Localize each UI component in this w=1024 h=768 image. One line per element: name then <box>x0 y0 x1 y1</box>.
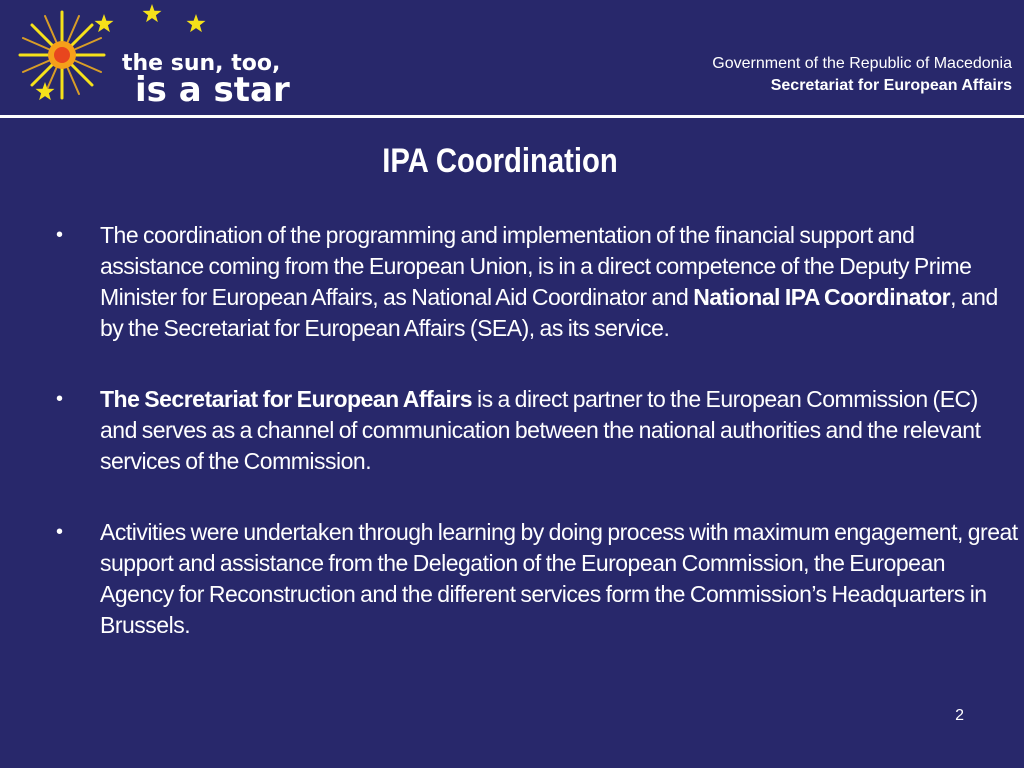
star-icon <box>143 4 162 22</box>
bullet-text-bold: National IPA Coordinator <box>693 284 951 310</box>
sun-star-logo <box>0 0 290 115</box>
sun-icon <box>20 12 104 98</box>
organization-block <box>712 53 1012 97</box>
bullet-marker: • <box>56 388 64 410</box>
page-number: 2 <box>955 707 964 724</box>
star-icon <box>36 82 55 100</box>
bullet-text <box>100 384 1018 477</box>
bullet-text-part: Activities were undertaken through learning by doing process with maximum engagement, great support and assistance from the Delegation of the European Commission, the European Agency for Reconstruction and the different services form the Commission’s Headquarters in Brussels. <box>100 519 1018 638</box>
organization-department: Secretariat for European Affairs <box>770 77 1012 94</box>
bullet-item <box>48 384 1018 477</box>
bullet-text-part: is a direct partner to the European Commission (EC) and serves as a channel of communication between the national authorities and the relevant services of the Commission. <box>100 386 981 474</box>
bullet-text-part: , and by the Secretariat for European Affairs (SEA), as its service. <box>100 284 998 341</box>
header-divider <box>0 115 1024 118</box>
bullet-marker: • <box>56 224 64 246</box>
header <box>0 0 1024 118</box>
bullet-text <box>100 517 1018 641</box>
bullet-text <box>100 220 1018 344</box>
bullet-text-bold: The Secretariat for European Affairs <box>100 386 473 412</box>
bullet-text-part: The coordination of the programming and implementation of the financial support and assistance coming from the European Union, is in a direct competence of the Deputy Prime Minister for European Affairs, as National Aid Coordinator and <box>100 222 972 310</box>
bullet-item <box>48 517 1018 641</box>
organization-name: Government of the Republic of Macedonia <box>712 55 1012 72</box>
star-icon <box>95 14 114 32</box>
star-icon <box>187 14 206 32</box>
bullet-marker: • <box>56 521 64 543</box>
slide-title: IPA Coordination <box>382 142 618 180</box>
bullet-item <box>48 220 1018 344</box>
logo-text-line1: the sun, too, <box>122 51 281 76</box>
bullet-list <box>48 220 1018 681</box>
logo-text-line2: is a star <box>135 70 290 110</box>
